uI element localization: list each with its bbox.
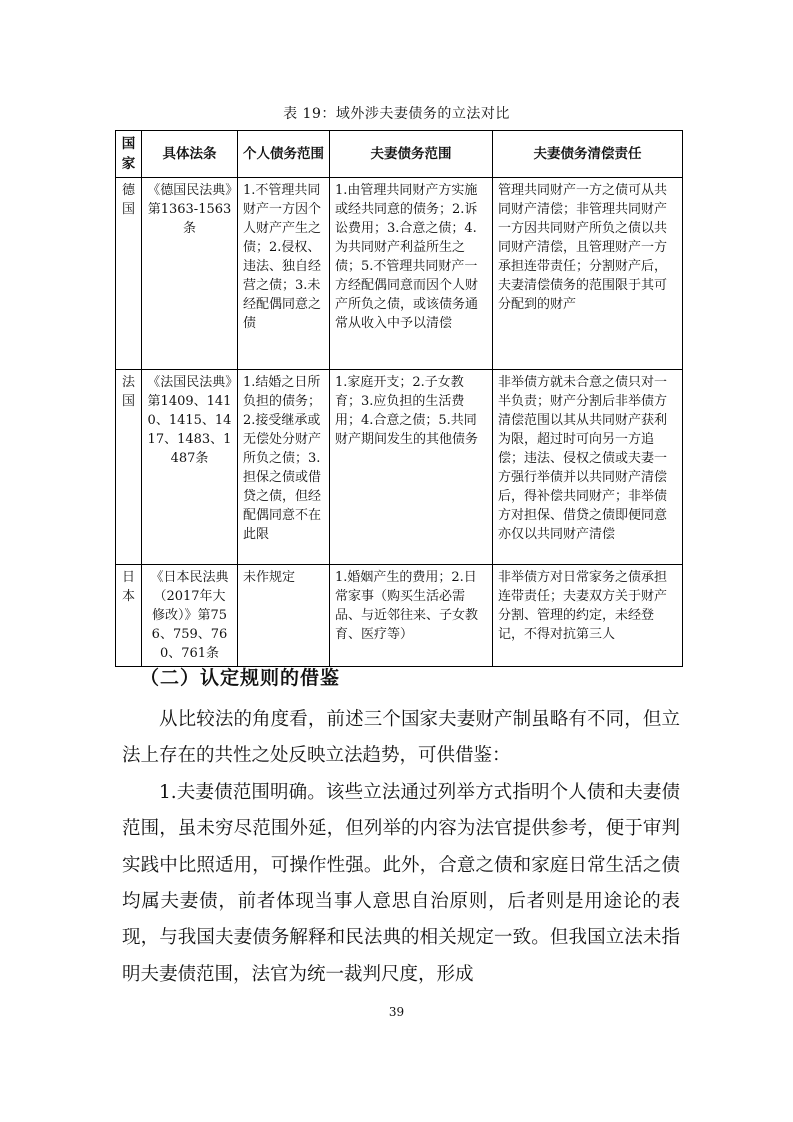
header-law: 具体法条 [142,131,238,178]
marital-debt-text: 1.婚姻产生的费用；2.日常家事（购买生活必需品、与近邻往来、子女教育、医疗等） [335,570,479,642]
personal-debt-cell [238,178,330,370]
header-country: 国家 [116,131,142,178]
law-text: 《法国民法典》第1409、1410、1415、1417、1483、1487条 [147,375,232,466]
country-cell [116,178,142,370]
paragraph: 从比较法的角度看，前述三个国家夫妻财产制虽略有不同，但立法上存在的共性之处反映立法趋势，可供借鉴： [122,709,680,767]
table-row [116,370,683,565]
liability-cell [493,370,683,565]
comparison-table [115,130,683,667]
header-personal-debt: 个人债务范围 [238,131,330,178]
body-text [122,702,680,993]
header-marital-debt: 夫妻债务范围 [330,131,493,178]
law-cell [142,370,238,565]
country-name: 日本 [121,570,135,604]
country-name: 德国 [121,183,135,217]
law-text: 《德国民法典》第1363-1563条 [147,183,232,236]
personal-debt-cell [238,370,330,565]
liability-cell [493,565,683,667]
liability-text: 管理共同财产一方之债可从共同财产清偿；非管理共同财产一方因共同财产所负之债以共同财产清偿，且管理财产一方承担连带责任；分割财产后，夫妻清偿债务的范围限于其可分配到的财产 [498,183,668,312]
marital-debt-cell [330,370,493,565]
marital-debt-cell [330,565,493,667]
law-cell [142,565,238,667]
personal-debt-cell [238,565,330,667]
personal-debt-text: 1.结婚之日所负担的债务；2.接受继承或无偿处分财产所负之债；3.担保之债或借贷之债，但经配偶同意不在此限 [243,375,322,542]
table-header-row [116,131,683,178]
header-liability: 夫妻债务清偿责任 [493,131,683,178]
country-name: 法国 [121,375,135,409]
table-row [116,565,683,667]
marital-debt-text: 1.由管理共同财产方实施或经共同意的债务；2.诉讼费用；3.合意之债；4.为共同财产利益所生之债；5.不管理共同财产一方经配偶同意而因个人财产所负之债，或该债务通常从收入中予以清偿 [335,183,479,331]
section-heading: （二）认定规则的借鉴 [140,667,341,689]
liability-cell [493,178,683,370]
personal-debt-text: 未作规定 [243,570,296,585]
personal-debt-text: 1.不管理共同财产一方因个人财产产生之债；2.侵权、违法、独自经营之债；3.未经配偶同意之债 [243,183,322,331]
paragraph: 1.夫妻债范围明确。该些立法通过列举方式指明个人债和夫妻债范围，虽未穷尽范围外延，但列举的内容为法官提供参考，便于审判实践中比照适用，可操作性强。此外，合意之债和家庭日常生活之债均属夫妻债，前者体现当事人意思自治原则，后者则是用途论的表现，与我国夫妻债务解释和民法典的相关规定一致。但我国立法未指明夫妻债范围，法官为统一裁判尺度，形成 [122,781,680,985]
marital-debt-text: 1.家庭开支；2.子女教育；3.应负担的生活费用；4.合意之债；5.共同财产期间发生的其他债务 [335,375,479,447]
law-text: 《日本民法典（2017年大修改）》第756、759、760、761条 [150,570,229,661]
table-row [116,178,683,370]
liability-text: 非举债方对日常家务之债承担连带责任；夫妻双方关于财产分割、管理的约定，未经登记，不得对抗第三人 [498,570,668,642]
law-cell [142,178,238,370]
marital-debt-cell [330,178,493,370]
page-number: 39 [388,1005,405,1019]
liability-text: 非举债方就未合意之债只对一半负责；财产分割后非举债方清偿范围以其从共同财产获利为限，超过时可向另一方追偿；违法、侵权之债或夫妻一方强行举债并以共同财产清偿后，得补偿共同财产；非举债方对担保、借贷之债即便同意亦仅以共同财产清偿 [498,375,668,542]
table-caption: 表 19：域外涉夫妻债务的立法对比 [283,106,510,122]
country-cell [116,370,142,565]
country-cell [116,565,142,667]
